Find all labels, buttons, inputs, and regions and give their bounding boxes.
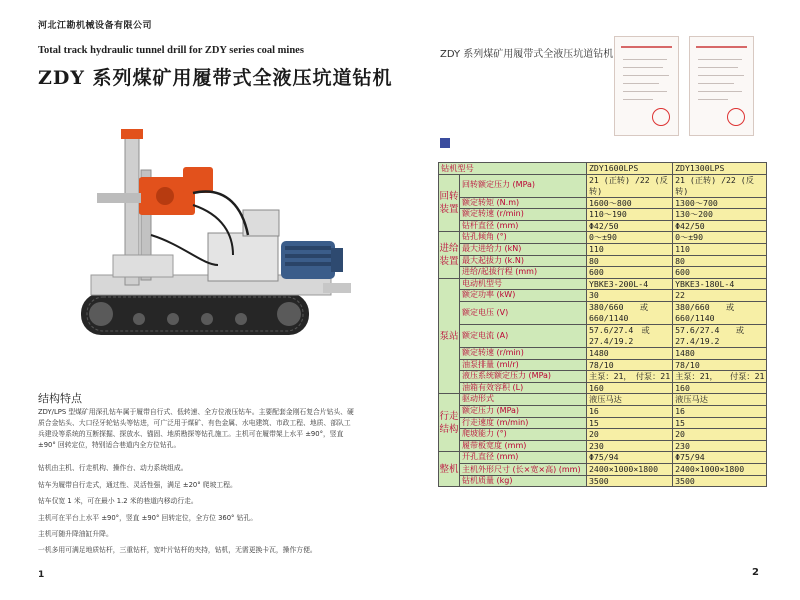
param-cell: 主机外形尺寸 (长×宽×高) (mm) (460, 463, 587, 475)
value-cell: 78/10 (587, 359, 673, 371)
value-cell: 0～±90 (673, 232, 767, 244)
param-cell: 额定压力 (MPa) (460, 405, 587, 417)
param-cell: 驱动形式 (460, 394, 587, 406)
param-cell: 回转额定压力 (MPa) (460, 174, 587, 197)
table-row (439, 209, 767, 221)
value-cell: Φ42/50 (587, 220, 673, 232)
value-cell: 15 (587, 417, 673, 429)
value-cell: 57.6/27.4 或 27.4/19.2 (673, 324, 767, 347)
table-row (439, 347, 767, 359)
feature-paragraph: 钻机由主机、行走机构、操作台、动力系统组成。 (38, 464, 188, 472)
value-cell: 230 (587, 440, 673, 452)
value-cell: 20 (587, 429, 673, 441)
group-label: 泵站 (439, 278, 460, 394)
value-cell: 液压马达 (673, 394, 767, 406)
table-row (439, 440, 767, 452)
value-cell: 主泵：21， 付泵：21 (673, 371, 767, 383)
value-cell: 160 (587, 382, 673, 394)
right-page-title: ZDY 系列煤矿用履带式全液压坑道钻机 (440, 49, 614, 60)
header-label: 钻机型号 (439, 163, 587, 175)
page-number-left: 1 (38, 570, 45, 580)
table-row (439, 174, 767, 197)
value-cell: 主泵：21， 付泵：21 (587, 371, 673, 383)
value-cell: 16 (673, 405, 767, 417)
value-cell: 380/660 或 660/1140 (587, 301, 673, 324)
group-label: 整机 (439, 452, 460, 487)
value-cell: 380/660 或 660/1140 (673, 301, 767, 324)
table-row (439, 290, 767, 302)
value-cell: 1480 (587, 347, 673, 359)
param-cell: 进给/起拔行程 (mm) (460, 267, 587, 279)
feature-paragraph: 钻车仅宽 1 米，可在最小 1.2 米的巷道内移动行走。 (38, 497, 198, 505)
value-cell: 110～190 (587, 209, 673, 221)
param-cell: 额定电压 (V) (460, 301, 587, 324)
param-cell: 行走速度 (m/min) (460, 417, 587, 429)
table-row (439, 197, 767, 209)
table-row (439, 324, 767, 347)
param-cell: 钻孔倾角 (°) (460, 232, 587, 244)
value-cell: Φ75/94 (587, 452, 673, 464)
safety-certificate-image (614, 36, 679, 136)
section-title: 结构特点 (38, 392, 82, 405)
param-cell: 额定转速 (r/min) (460, 347, 587, 359)
value-cell: 3500 (673, 475, 767, 487)
header-model-1: ZDY1600LPS (587, 163, 673, 175)
value-cell: 600 (587, 267, 673, 279)
page-title: ZDY 系列煤矿用履带式全液压坑道钻机 (38, 67, 393, 89)
table-row (439, 220, 767, 232)
group-label: 行走结构 (439, 394, 460, 452)
value-cell: 20 (673, 429, 767, 441)
value-cell: 21 (正转) /22 (反转) (673, 174, 767, 197)
value-cell: 78/10 (673, 359, 767, 371)
feature-paragraph: 一机多用可满足地质钻杆，三重钻杆，宽叶片钻杆的夹持，钻机，无需更换卡瓦，操作方便。 (38, 546, 317, 554)
param-cell: 液压系统额定压力 (MPa) (460, 371, 587, 383)
group-label: 进给装置 (439, 232, 460, 278)
value-cell: 2400×1000×1800 (673, 463, 767, 475)
param-cell: 钻机质量 (kg) (460, 475, 587, 487)
param-cell: 额定功率 (kW) (460, 290, 587, 302)
value-cell: Φ75/94 (673, 452, 767, 464)
value-cell: 30 (587, 290, 673, 302)
value-cell: YBKE3-200L-4 (587, 278, 673, 290)
english-subtitle: Total track hydraulic tunnel drill for ZDY series coal mines (38, 45, 304, 56)
value-cell: 57.6/27.4 或 27.4/19.2 (587, 324, 673, 347)
feature-paragraph: 主机可随升降油缸升降。 (38, 530, 113, 538)
value-cell: 1480 (673, 347, 767, 359)
param-cell: 开孔直径 (mm) (460, 452, 587, 464)
value-cell: 600 (673, 267, 767, 279)
value-cell: 110 (673, 243, 767, 255)
table-row (439, 405, 767, 417)
value-cell: Φ42/50 (673, 220, 767, 232)
param-cell: 油泵排量 (ml/r) (460, 359, 587, 371)
table-row (439, 278, 767, 290)
value-cell: 130～200 (673, 209, 767, 221)
table-row (439, 267, 767, 279)
value-cell: YBKE3-180L-4 (673, 278, 767, 290)
table-row (439, 255, 767, 267)
value-cell: 16 (587, 405, 673, 417)
red-seal-icon (652, 108, 670, 126)
value-cell: 2400×1000×1800 (587, 463, 673, 475)
table-row (439, 417, 767, 429)
param-cell: 油箱有效容积 (L) (460, 382, 587, 394)
red-seal-icon (727, 108, 745, 126)
param-cell: 额定电流 (A) (460, 324, 587, 347)
value-cell: 80 (587, 255, 673, 267)
value-cell: 液压马达 (587, 394, 673, 406)
table-row (439, 359, 767, 371)
value-cell: 230 (673, 440, 767, 452)
value-cell: 160 (673, 382, 767, 394)
intro-paragraph: ZDY/LPS 型煤矿用深孔钻车属于履带自行式、低转速、全方位液压钻车。主要配套金刚石复合片钻头、硬质合金钻头、大口径牙轮钻头等钻进，可广泛用于煤矿、有色金属、水电建筑、市政工程、地质、部队工兵建设等系统的互断探掘、探放水、锚固、地质勘探等钻孔施工。主机可在履带架上水平 ±90°，竖直 ±90° 回转定位，特别适合巷道内全方位钻孔。 (38, 408, 354, 449)
value-cell: 1600～800 (587, 197, 673, 209)
table-row (439, 301, 767, 324)
table-row (439, 243, 767, 255)
param-cell: 额定转矩 (N.m) (460, 197, 587, 209)
page-number-right: 2 (752, 567, 759, 578)
param-cell: 额定转速 (r/min) (460, 209, 587, 221)
hydraulic-tunnel-drill-rig-image (43, 115, 355, 350)
company-name: 河北江勘机械设备有限公司 (38, 21, 153, 31)
spec-table (438, 162, 767, 487)
value-cell: 22 (673, 290, 767, 302)
value-cell: 3500 (587, 475, 673, 487)
param-cell: 最大起拔力 (k.N) (460, 255, 587, 267)
table-row (439, 452, 767, 464)
param-cell: 电动机型号 (460, 278, 587, 290)
table-row (439, 429, 767, 441)
param-cell: 钻杆直径 (mm) (460, 220, 587, 232)
header-model-2: ZDY1300LPS (673, 163, 767, 175)
table-row (439, 232, 767, 244)
param-cell: 履带板宽度 (mm) (460, 440, 587, 452)
value-cell: 0～±90 (587, 232, 673, 244)
table-row (439, 371, 767, 383)
blue-square-icon (440, 138, 450, 148)
table-row (439, 394, 767, 406)
table-row (439, 475, 767, 487)
param-cell: 爬坡能力 (°) (460, 429, 587, 441)
table-row (439, 463, 767, 475)
table-row (439, 382, 767, 394)
value-cell: 80 (673, 255, 767, 267)
group-label: 回转装置 (439, 174, 460, 232)
value-cell: 1300～700 (673, 197, 767, 209)
safety-certificate-image (689, 36, 754, 136)
feature-paragraph: 主机可在平台上水平 ±90°，竖直 ±90° 回转定位，全方位 360° 钻孔。 (38, 514, 257, 522)
value-cell: 110 (587, 243, 673, 255)
feature-paragraph: 钻车为履带自行走式，通过性、灵活性强，满足 ±20° 爬坡工程。 (38, 481, 237, 489)
param-cell: 最大进给力 (kN) (460, 243, 587, 255)
value-cell: 21 (正转) /22 (反转) (587, 174, 673, 197)
value-cell: 15 (673, 417, 767, 429)
table-header-row (439, 163, 767, 175)
